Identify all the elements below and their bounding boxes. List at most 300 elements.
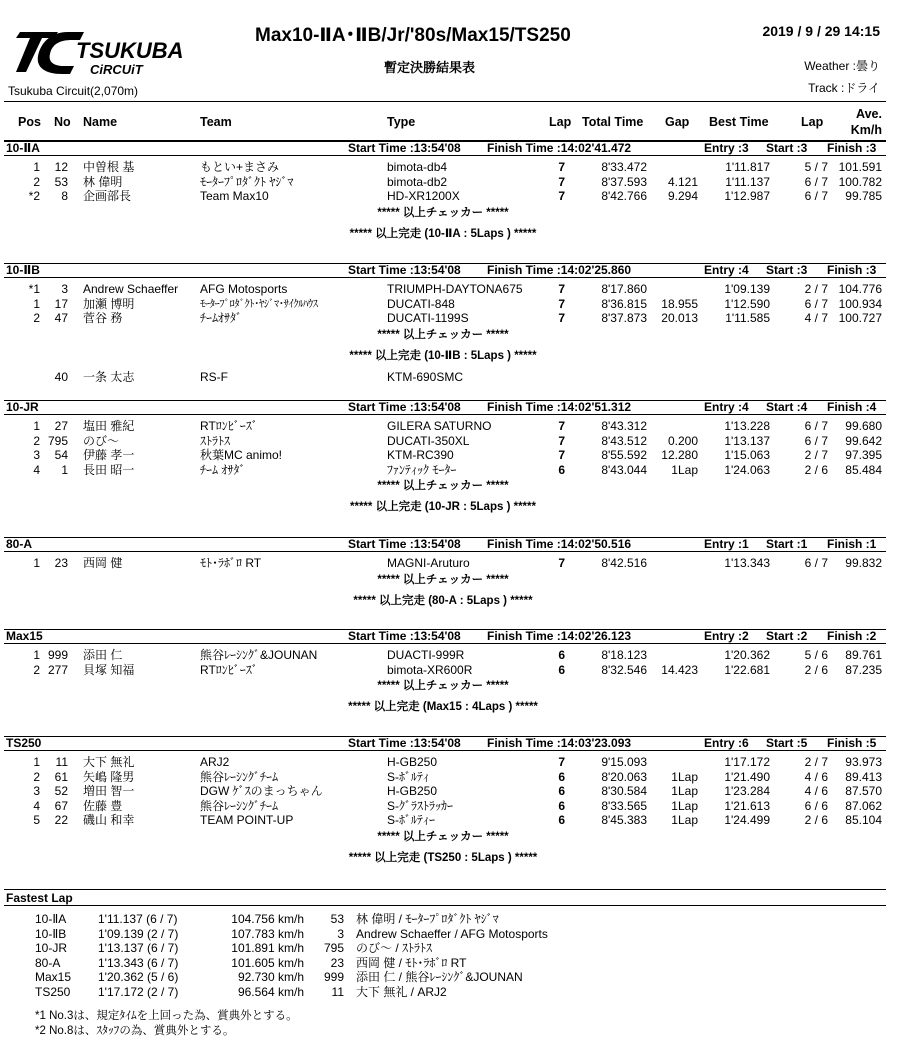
cell-lap: 6 (558, 798, 565, 813)
cell-gap: 20.013 (661, 311, 698, 325)
fastest-speed: 104.756 km/h (231, 912, 304, 926)
class-name: Max15 (6, 629, 43, 643)
result-row (0, 434, 900, 449)
cell-gap: 9.294 (667, 189, 698, 203)
cell-total: 8'43.312 (601, 419, 647, 433)
cell-lap: 7 (558, 448, 565, 462)
result-row (0, 463, 900, 478)
svg-text:TSUKUBA: TSUKUBA (76, 38, 184, 63)
class-header (4, 400, 886, 415)
cell-no: 27 (54, 419, 68, 433)
checker-message: ***** 以上チェッカー ***** (377, 328, 509, 341)
complete-message: ***** 以上完走 (10-JR : 5Laps ) ***** (350, 501, 536, 513)
cell-lap: 7 (558, 189, 565, 203)
cell-total: 8'33.472 (601, 160, 647, 174)
cell-pos: 5 (33, 813, 40, 827)
cell-lap: 7 (558, 160, 565, 174)
fastest-time: 1'17.172 (2 / 7) (98, 984, 179, 999)
class-section (0, 141, 900, 245)
cell-name: 佐藤 豊 (83, 798, 123, 813)
cell-best: 1'13.343 (724, 556, 770, 570)
cell-best: 1'21.613 (724, 798, 770, 813)
fastest-driver: 西岡 健 / ﾓﾄ･ﾗﾎﾞﾛ RT (356, 955, 467, 970)
cell-no: 11 (55, 755, 68, 769)
class-name: TS250 (6, 736, 42, 750)
cell-best: 1'11.585 (725, 311, 770, 325)
cell-ave: 100.934 (838, 296, 882, 311)
cell-gap: 1Lap (671, 798, 698, 813)
cell-team: ﾓﾄ･ﾗﾎﾞﾛ RT (200, 556, 262, 570)
finish-count: Finish :4 (827, 400, 877, 414)
finish-count: Finish :1 (827, 537, 877, 551)
complete-message: ***** 以上完走 (10-ⅡB : 5Laps ) ***** (349, 349, 537, 362)
cell-best: 1'13.228 (724, 419, 770, 433)
result-row (0, 282, 900, 297)
cell-team: DGW ｹﾞｽのまっちゃん (200, 784, 323, 798)
cell-pos: 4 (33, 462, 40, 477)
cell-ave: 93.973 (845, 755, 882, 769)
fastest-lap-row (0, 985, 900, 1000)
cell-pos: 1 (33, 556, 40, 570)
cell-no: 3 (61, 282, 68, 296)
cell-name: 林 偉明 (83, 174, 123, 189)
class-section (0, 263, 900, 384)
cell-ave: 85.484 (845, 462, 882, 477)
fastest-cls: 10-JR (35, 941, 68, 955)
cell-total: 8'20.063 (601, 769, 647, 784)
cell-blap: 2 / 6 (804, 462, 828, 477)
cell-no: 22 (54, 813, 68, 827)
cell-ave: 99.642 (845, 433, 882, 448)
cell-team: AFG Motosports (200, 282, 288, 296)
cell-team: RTﾛﾝﾋﾞｰｽﾞ (200, 662, 258, 677)
cell-ave: 100.782 (838, 174, 882, 189)
cell-no: 54 (54, 448, 68, 462)
entry-count: Entry :2 (704, 629, 749, 643)
finish-count: Finish :3 (827, 141, 877, 155)
result-row (0, 663, 900, 678)
checker-message: ***** 以上チェッカー ***** (377, 680, 509, 692)
note-1: *1 No.3は、規定ﾀｲﾑを上回った為、賞典外とする。 (35, 1010, 298, 1022)
fastest-cls: TS250 (35, 984, 71, 999)
result-row (0, 160, 900, 175)
cell-best: 1'22.681 (724, 662, 770, 677)
cell-total: 8'43.044 (601, 462, 647, 477)
cell-blap: 4 / 6 (804, 769, 828, 784)
result-row (0, 813, 900, 828)
fastest-time: 1'11.137 (6 / 7) (98, 912, 178, 926)
start-count: Start :3 (766, 141, 808, 155)
cell-total: 8'18.123 (601, 648, 647, 662)
col-total-time: Total Time (582, 115, 644, 129)
cell-no: 52 (54, 784, 68, 798)
cell-lap: 6 (558, 813, 565, 827)
cell-pos: 3 (33, 448, 40, 462)
cell-team: 秋葉MC animo! (200, 448, 283, 462)
fastest-speed: 96.564 km/h (237, 984, 304, 999)
col-gap: Gap (665, 115, 690, 129)
cell-type: HD-XR1200X (387, 189, 460, 203)
cell-team: ARJ2 (200, 755, 230, 769)
fastest-lap-title: Fastest Lap (6, 891, 73, 905)
cell-gap: 1Lap (671, 769, 698, 784)
cell-pos: 1 (33, 160, 40, 174)
cell-type: bimota-db2 (387, 174, 448, 189)
cell-total: 8'33.565 (601, 798, 647, 813)
track-condition: Track :ドライ (808, 81, 880, 95)
cell-type: TRIUMPH-DAYTONA675 (387, 282, 523, 296)
class-name: 10-JR (6, 400, 39, 414)
cell-type: H-GB250 (387, 784, 438, 798)
cell-team: ﾓｰﾀｰﾌﾟﾛﾀﾞｸﾄ･ﾔｼﾞﾏ･ｻｲｸﾙﾊｳｽ (200, 297, 318, 310)
fastest-cls: 10-ⅡA (35, 912, 67, 926)
cell-name: のび～ (83, 433, 120, 448)
start-count: Start :1 (766, 537, 808, 551)
fastest-driver: 添田 仁 / 熊谷ﾚｰｼﾝｸﾞ&JOUNAN (356, 970, 523, 984)
cell-type: KTM-RC390 (387, 448, 454, 462)
cell-lap: 7 (558, 433, 565, 448)
cell-no: 1 (61, 462, 68, 477)
cell-no: 17 (54, 296, 68, 311)
start-time: Start Time :13:54'08 (348, 736, 461, 750)
class-section (0, 400, 900, 518)
finish-count: Finish :3 (827, 263, 877, 277)
cell-lap: 6 (558, 784, 565, 798)
cell-total: 8'30.584 (601, 784, 647, 798)
cell-type: H-GB250 (387, 755, 438, 769)
start-count: Start :4 (766, 400, 808, 414)
cell-pos: 2 (33, 311, 40, 325)
cell-blap: 6 / 7 (804, 174, 828, 189)
fastest-lap-row (0, 970, 900, 985)
cell-best: 1'21.490 (724, 769, 770, 784)
cell-type: ﾌｧﾝﾃｨｯｸ ﾓｰﾀｰ (387, 462, 457, 477)
cell-pos: 3 (33, 784, 40, 798)
cell-blap: 2 / 6 (804, 813, 828, 827)
cell-blap: 2 / 6 (804, 662, 828, 677)
cell-type: S-ｸﾞﾗｽﾄﾗｯｶｰ (387, 798, 454, 813)
cell-blap: 6 / 7 (804, 433, 828, 448)
checker-message: ***** 以上チェッカー ***** (377, 206, 509, 219)
cell-lap: 7 (558, 174, 565, 189)
fastest-lap-list (0, 912, 900, 999)
cell-name: 伊藤 孝一 (83, 448, 135, 462)
result-row (0, 297, 900, 312)
cell-lap: 6 (558, 662, 565, 677)
start-time: Start Time :13:54'08 (348, 141, 461, 155)
entry-count: Entry :3 (704, 141, 749, 155)
cell-total: 8'55.592 (601, 448, 647, 462)
cell-lap: 7 (558, 419, 565, 433)
result-row (0, 770, 900, 785)
fastest-lap-row (0, 941, 900, 956)
cell-team: もとい+まさみ (200, 160, 280, 174)
finish-count: Finish :5 (827, 736, 877, 750)
cell-name: 西岡 健 (83, 556, 123, 570)
cell-blap: 6 / 7 (804, 419, 828, 433)
cell-gap: 1Lap (671, 462, 698, 477)
cell-best: 1'11.137 (725, 174, 770, 189)
page-subtitle: 暫定決勝結果表 (384, 60, 476, 75)
cell-best: 1'12.987 (724, 189, 770, 203)
class-header (4, 736, 886, 751)
cell-blap: 2 / 7 (804, 755, 828, 769)
cell-blap: 2 / 7 (804, 282, 828, 296)
result-row (0, 419, 900, 434)
notes (35, 1009, 298, 1039)
cell-team: 熊谷ﾚｰｼﾝｸﾞﾁｰﾑ (200, 769, 279, 784)
cell-total: 8'32.546 (601, 662, 647, 677)
cell-best: 1'13.137 (724, 433, 770, 448)
start-count: Start :5 (766, 736, 808, 750)
svg-text:CiRCUiT: CiRCUiT (90, 62, 143, 77)
cell-name: 長田 昭一 (83, 462, 135, 477)
cell-name: 一条 太志 (83, 369, 135, 384)
class-section (0, 736, 900, 869)
class-name: 10-ⅡA (6, 141, 40, 155)
checker-message: ***** 以上チェッカー ***** (377, 480, 509, 492)
cell-blap: 5 / 6 (804, 648, 828, 662)
start-time: Start Time :13:54'08 (348, 629, 461, 643)
fastest-driver: Andrew Schaeffer / AFG Motosports (356, 926, 548, 941)
cell-lap: 6 (558, 462, 565, 477)
cell-pos: 1 (33, 419, 40, 433)
cell-total: 8'43.512 (601, 433, 647, 448)
cell-name: 磯山 和幸 (83, 813, 135, 827)
result-row (0, 175, 900, 190)
col-no: No (54, 115, 71, 129)
cell-lap: 7 (558, 296, 565, 311)
cell-team: ﾁｰﾑｵｻﾀﾞ (200, 311, 243, 325)
cell-no: 999 (47, 648, 68, 662)
cell-blap: 4 / 6 (804, 784, 828, 798)
cell-type: DUCATI-1199S (387, 311, 469, 325)
col-team: Team (200, 115, 232, 129)
cell-ave: 99.680 (845, 419, 882, 433)
cell-name: 添田 仁 (83, 648, 123, 662)
cell-total: 9'15.093 (601, 755, 647, 769)
cell-name: 中曽根 基 (83, 160, 135, 174)
start-count: Start :2 (766, 629, 808, 643)
cell-best: 1'12.590 (724, 296, 770, 311)
fastest-driver: 林 偉明 / ﾓｰﾀｰﾌﾟﾛﾀﾞｸﾄ ﾔｼﾞﾏ (356, 912, 499, 926)
fastest-driver: 大下 無礼 / ARJ2 (356, 984, 447, 999)
cell-no: 277 (47, 662, 68, 677)
finish-time: Finish Time :14:02'26.123 (487, 629, 632, 643)
cell-ave: 87.570 (845, 784, 882, 798)
fastest-no: 3 (337, 926, 344, 941)
cell-pos: 1 (33, 296, 40, 311)
result-row (0, 189, 900, 204)
entry-count: Entry :4 (704, 263, 749, 277)
fastest-no: 11 (331, 984, 344, 999)
cell-lap: 7 (558, 755, 565, 769)
circuit-name: Tsukuba Circuit(2,070m) (8, 84, 139, 98)
entry-count: Entry :6 (704, 736, 749, 750)
start-time: Start Time :13:54'08 (348, 263, 461, 277)
cell-total: 8'45.383 (601, 813, 647, 827)
fastest-lap-row (0, 956, 900, 971)
cell-pos: 2 (33, 174, 40, 189)
cell-name: 企画部長 (83, 189, 132, 203)
cell-team: 熊谷ﾚｰｼﾝｸﾞ&JOUNAN (200, 648, 318, 662)
tsukuba-circuit-logo (6, 22, 216, 80)
class-section (0, 537, 900, 612)
fastest-lap-row (0, 927, 900, 942)
class-header (4, 537, 886, 552)
result-row (0, 448, 900, 463)
cell-pos: 2 (33, 769, 40, 784)
cell-team: ﾁｰﾑ ｵｻﾀﾞ (200, 462, 246, 477)
cell-pos: 1 (33, 648, 40, 662)
fastest-cls: Max15 (35, 970, 72, 984)
checker-message: ***** 以上チェッカー ***** (377, 573, 509, 586)
cell-ave: 85.104 (845, 813, 882, 827)
start-time: Start Time :13:54'08 (348, 537, 461, 551)
page-title: Max10-ⅡA･ⅡB/Jr/'80s/Max15/TS250 (255, 25, 571, 46)
cell-gap: 0.200 (667, 433, 698, 448)
cell-total: 8'42.766 (601, 189, 647, 203)
cell-type: DUACTI-999R (387, 648, 465, 662)
cell-no: 61 (54, 769, 68, 784)
cell-no: 23 (54, 556, 68, 570)
cell-team: TEAM POINT-UP (200, 813, 294, 827)
class-header (4, 263, 886, 278)
cell-ave: 89.413 (845, 769, 882, 784)
cell-best: 1'23.284 (724, 784, 770, 798)
cell-type: bimota-db4 (387, 160, 448, 174)
result-row (0, 648, 900, 663)
cell-pos: *2 (28, 189, 40, 203)
class-name: 80-A (6, 537, 33, 551)
finish-time: Finish Time :14:02'50.516 (487, 537, 632, 551)
result-row (0, 799, 900, 814)
cell-blap: 5 / 7 (804, 160, 828, 174)
cell-pos: 1 (33, 755, 40, 769)
cell-type: bimota-XR600R (387, 662, 473, 677)
cell-name: 貝塚 知福 (83, 662, 135, 677)
cell-lap: 6 (558, 769, 565, 784)
cell-ave: 100.727 (838, 311, 882, 325)
entry-count: Entry :4 (704, 400, 749, 414)
cell-blap: 4 / 7 (804, 311, 828, 325)
cell-lap: 7 (558, 282, 565, 296)
cell-total: 8'42.516 (601, 556, 647, 570)
cell-gap: 12.280 (661, 448, 698, 462)
cell-team: 熊谷ﾚｰｼﾝｸﾞﾁｰﾑ (200, 798, 279, 813)
fastest-speed: 107.783 km/h (231, 926, 304, 941)
fastest-no: 53 (330, 912, 344, 926)
checker-message: ***** 以上チェッカー ***** (377, 830, 509, 843)
cell-gap: 1Lap (671, 784, 698, 798)
result-row (0, 556, 900, 571)
cell-team: ｽﾄﾗﾄｽ (200, 433, 231, 448)
cell-team: ﾓｰﾀｰﾌﾟﾛﾀﾞｸﾄ ﾔｼﾞﾏ (200, 174, 294, 189)
report-date: 2019 / 9 / 29 14:15 (762, 23, 880, 39)
cell-best: 1'20.362 (724, 648, 770, 662)
cell-best: 1'11.817 (725, 160, 770, 174)
cell-type: S-ﾎﾞﾙﾃｨ (387, 769, 430, 784)
fastest-no: 23 (330, 955, 344, 970)
cell-blap: 2 / 7 (804, 448, 828, 462)
class-name: 10-ⅡB (6, 263, 40, 277)
weather: Weather :曇り (804, 59, 880, 73)
fastest-cls: 10-ⅡB (35, 926, 67, 941)
col-name: Name (83, 115, 118, 129)
cell-type: DUCATI-350XL (387, 433, 470, 448)
cell-team: RTﾛﾝﾋﾞｰｽﾞ (200, 419, 258, 433)
cell-no: 67 (54, 798, 68, 813)
cell-lap: 7 (558, 311, 565, 325)
fastest-time: 1'09.139 (2 / 7) (98, 926, 179, 941)
complete-message: ***** 以上完走 (TS250 : 5Laps ) ***** (348, 851, 538, 864)
column-header (4, 101, 886, 141)
fastest-cls: 80-A (35, 955, 61, 970)
col-type: Type (387, 115, 416, 129)
cell-ave: 97.395 (845, 448, 882, 462)
cell-name: 増田 智一 (83, 784, 135, 798)
cell-name: 大下 無礼 (83, 755, 135, 769)
result-row (0, 311, 900, 326)
cell-total: 8'36.815 (601, 296, 647, 311)
cell-no: 795 (47, 433, 68, 448)
col-average: Ave. Km/h (850, 107, 882, 137)
cell-team: Team Max10 (200, 189, 269, 203)
cell-ave: 101.591 (838, 160, 882, 174)
cell-type: GILERA SATURNO (387, 419, 492, 433)
complete-message: ***** 以上完走 (80-A : 5Laps ) ***** (353, 594, 533, 607)
cell-pos: 2 (33, 433, 40, 448)
cell-blap: 6 / 7 (804, 556, 828, 570)
cell-total: 8'17.860 (601, 282, 647, 296)
cell-type: KTM-690SMC (387, 369, 464, 384)
fastest-no: 999 (323, 970, 344, 984)
cell-best: 1'15.063 (724, 448, 770, 462)
start-time: Start Time :13:54'08 (348, 400, 461, 414)
cell-best: 1'24.063 (724, 462, 770, 477)
cell-gap: 1Lap (671, 813, 698, 827)
finish-time: Finish Time :14:02'51.312 (487, 400, 632, 414)
cell-ave: 87.235 (845, 662, 882, 677)
fastest-speed: 92.730 km/h (237, 970, 304, 984)
start-count: Start :3 (766, 263, 808, 277)
result-row (0, 784, 900, 799)
fastest-speed: 101.605 km/h (231, 955, 304, 970)
cell-no: 47 (54, 311, 68, 325)
fastest-speed: 101.891 km/h (231, 941, 304, 955)
cell-gap: 18.955 (661, 296, 698, 311)
col-pos: Pos (18, 115, 41, 129)
col-best-lap: Lap (801, 115, 824, 129)
finish-time: Finish Time :14:03'23.093 (487, 736, 632, 750)
finish-count: Finish :2 (827, 629, 877, 643)
cell-type: S-ﾎﾞﾙﾃｨｰ (387, 813, 436, 827)
note-2: *2 No.8は、ｽﾀｯﾌの為、賞典外とする。 (35, 1025, 235, 1037)
cell-total: 8'37.873 (601, 311, 647, 325)
cell-blap: 6 / 7 (804, 189, 828, 203)
cell-type: DUCATI-848 (387, 296, 455, 311)
cell-pos: 2 (33, 662, 40, 677)
fastest-time: 1'13.137 (6 / 7) (98, 941, 179, 955)
cell-blap: 6 / 7 (804, 296, 828, 311)
finish-time: Finish Time :14:02'41.472 (487, 141, 632, 155)
class-header (4, 141, 886, 156)
finish-time: Finish Time :14:02'25.860 (487, 263, 632, 277)
result-row (0, 755, 900, 770)
result-row (0, 370, 900, 385)
cell-name: 菅谷 務 (83, 311, 123, 325)
cell-type: MAGNI-Aruturo (387, 556, 470, 570)
